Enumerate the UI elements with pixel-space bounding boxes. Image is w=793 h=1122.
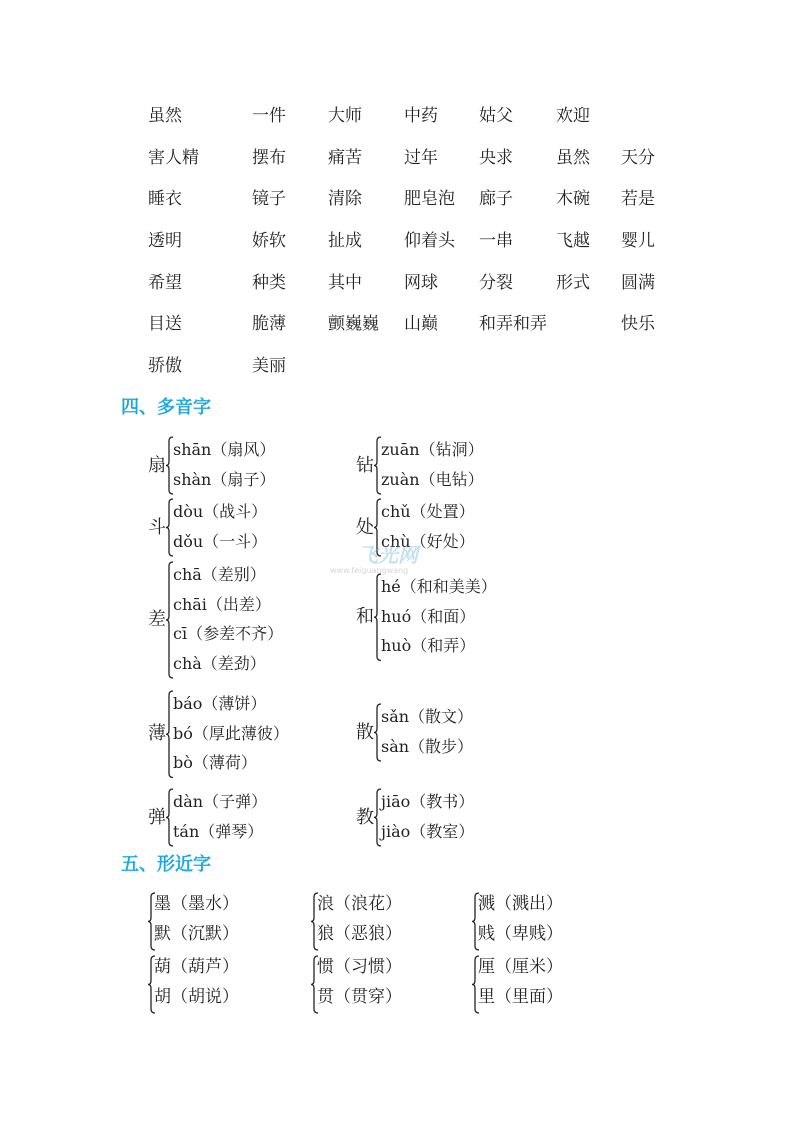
similar-char-group (472, 892, 622, 951)
polyphone-reading: chā（差别） (173, 565, 266, 584)
vocab-word: 清除 (328, 189, 362, 209)
vocab-word: 仰着头 (404, 231, 455, 251)
polyphone-reading: dǒu（一斗） (173, 531, 268, 551)
polyphone-group (356, 436, 546, 495)
vocab-word: 颤巍巍 (328, 314, 379, 334)
similar-char-item: 贱（卑贱） (478, 923, 563, 944)
polyphone-reading: báo（薄饼） (173, 694, 267, 713)
vocab-word: 廊子 (479, 189, 513, 209)
vocab-word: 形式 (556, 273, 590, 293)
vocab-word: 姑父 (479, 106, 513, 126)
similar-char-item: 狼（恶狼） (317, 923, 402, 944)
vocab-word: 摆布 (252, 148, 286, 168)
polyphone-char: 扇 (148, 454, 166, 476)
similar-char-group (472, 955, 622, 1014)
polyphone-reading: bò（薄荷） (173, 753, 257, 772)
similar-char-item: 默（沉默） (154, 923, 239, 944)
similar-char-group (148, 892, 298, 951)
vocab-word: 木碗 (556, 189, 590, 209)
similar-char-group (311, 955, 461, 1014)
similar-char-item: 里（里面） (478, 986, 563, 1007)
polyphone-reading: bó（厚此薄彼） (173, 723, 289, 743)
polyphone-reading: cī（参差不齐） (173, 624, 284, 643)
similar-char-group (311, 892, 461, 951)
vocab-word: 痛苦 (328, 148, 362, 168)
vocab-word: 大师 (328, 106, 362, 126)
similar-char-item: 厘（厘米） (478, 957, 563, 977)
vocab-word: 镜子 (252, 189, 286, 209)
similar-char-item: 惯（习惯） (317, 957, 402, 977)
polyphone-group (148, 690, 338, 779)
vocab-word: 其中 (328, 273, 362, 293)
vocab-word: 快乐 (621, 314, 655, 334)
polyphone-group (148, 788, 338, 847)
polyphone-char: 斗 (148, 516, 166, 538)
polyphone-char: 钻 (356, 454, 374, 476)
polyphone-group (356, 703, 546, 762)
watermark-text: 飞光网 (358, 543, 418, 567)
vocab-word: 脆薄 (252, 314, 286, 334)
polyphone-char: 弹 (148, 806, 166, 828)
vocab-word: 若是 (621, 189, 655, 209)
vocab-word: 目送 (148, 314, 182, 334)
polyphone-group (148, 498, 338, 557)
vocab-word: 骄傲 (148, 356, 182, 376)
vocab-word: 过年 (404, 148, 438, 168)
polyphone-reading: tán（弹琴） (173, 821, 264, 841)
polyphone-reading: sàn（散步） (381, 736, 474, 756)
polyphone-reading: chà（差劲） (173, 653, 266, 673)
vocab-word: 圆满 (621, 273, 655, 293)
similar-char-item: 贯（贯穿） (317, 986, 402, 1007)
polyphone-reading: huó（和面） (381, 606, 476, 626)
vocab-word: 欢迎 (556, 106, 590, 126)
polyphone-reading: jiào（教室） (381, 821, 475, 841)
similar-char-item: 溅（溅出） (478, 894, 563, 914)
vocab-word: 希望 (148, 273, 182, 293)
polyphone-group (148, 436, 338, 495)
vocab-word: 一件 (252, 106, 286, 126)
polyphone-reading: shàn（扇子） (173, 469, 276, 489)
polyphone-char: 散 (356, 721, 374, 743)
section4-title: 四、多音字 (121, 397, 211, 418)
polyphone-char: 薄 (148, 723, 166, 745)
polyphone-reading: dàn（子弹） (173, 792, 268, 811)
polyphone-char: 差 (148, 609, 166, 630)
vocab-word: 肥皂泡 (404, 189, 455, 209)
vocab-word: 娇软 (252, 231, 286, 251)
similar-char-group (148, 955, 298, 1014)
polyphone-char: 教 (356, 806, 374, 828)
similar-char-item: 浪（浪花） (317, 894, 402, 914)
section5-title: 五、形近字 (121, 854, 211, 875)
polyphone-reading: dòu（战斗） (173, 502, 268, 521)
polyphone-reading: chāi（出差） (173, 594, 271, 614)
vocab-word: 和弄和弄 (479, 314, 547, 334)
similar-char-item: 胡（胡说） (154, 986, 239, 1007)
vocab-word: 一串 (479, 231, 513, 251)
similar-char-item: 墨（墨水） (154, 894, 239, 914)
vocab-word: 网球 (404, 273, 438, 293)
polyphone-group (148, 561, 338, 679)
vocab-word: 害人精 (148, 148, 199, 168)
vocab-word: 婴儿 (621, 231, 655, 251)
polyphone-char: 和 (356, 606, 374, 628)
polyphone-reading: huò（和弄） (381, 636, 476, 655)
vocab-word: 虽然 (556, 148, 590, 168)
polyphone-reading: sǎn（散文） (381, 707, 474, 726)
polyphone-reading: chù（好处） (381, 531, 475, 551)
vocab-word: 山巅 (404, 314, 438, 334)
polyphone-reading: shān（扇风） (173, 440, 276, 459)
polyphone-group (356, 788, 546, 847)
vocab-word: 央求 (479, 148, 513, 168)
vocab-word: 飞越 (556, 231, 590, 251)
vocab-word: 分裂 (479, 273, 513, 293)
polyphone-reading: zuān（钻洞） (381, 440, 484, 459)
similar-char-item: 葫（葫芦） (154, 957, 239, 977)
vocab-word: 种类 (252, 273, 286, 293)
polyphone-reading: chǔ（处置） (381, 502, 475, 521)
polyphone-reading: zuàn（电钻） (381, 469, 484, 489)
watermark-logo (330, 540, 450, 580)
polyphone-char: 处 (356, 516, 374, 538)
watermark-url: www.feiguangwang (330, 566, 409, 575)
polyphone-reading: hé（和和美美） (381, 577, 497, 596)
polyphone-reading: jiāo（教书） (381, 792, 475, 811)
vocab-word: 中药 (404, 106, 438, 126)
vocab-word: 扯成 (328, 231, 362, 251)
vocab-word: 透明 (148, 231, 182, 251)
vocab-word: 美丽 (252, 356, 286, 376)
polyphone-group (356, 573, 546, 662)
vocab-word: 虽然 (148, 106, 182, 126)
vocab-word: 天分 (621, 148, 655, 168)
vocab-word: 睡衣 (148, 189, 182, 209)
